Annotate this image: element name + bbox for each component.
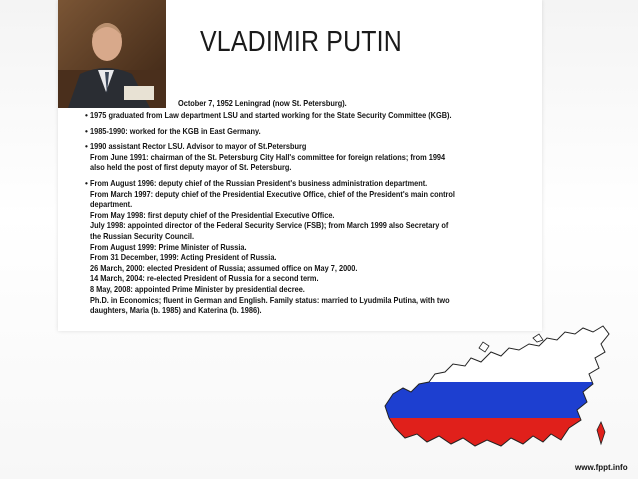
bullet-marker: • (85, 111, 88, 120)
bullet-text-line: also held the post of first deputy mayor of St. Petersburg. (90, 163, 292, 173)
bullet-marker: • (85, 142, 88, 152)
slide-card (58, 0, 542, 331)
portrait-photo (58, 0, 166, 108)
bullet-item (58, 127, 542, 138)
slide-title: VLADIMIR PUTIN (200, 26, 402, 58)
bullet-text-line: 14 March, 2004: re-elected President of Russia for a second term. (90, 274, 319, 284)
bullet-text-line: From 31 December, 1999: Acting President of Russia. (90, 253, 277, 263)
watermark: www.fppt.info (575, 463, 628, 472)
bullet-text-line: daughters, Maria (b. 1985) and Katerina (b. 1986). (90, 306, 262, 316)
flag-red-band (383, 418, 613, 464)
bullet-item (58, 142, 542, 174)
bullet-text-line: From August 1996: deputy chief of the Russian President's business administration department. (90, 178, 428, 188)
bullet-text-line: 1975 graduated from Law department LSU and started working for the State Security Committee (KGB). (90, 111, 452, 120)
bullet-text-line: From March 1997: deputy chief of the Presidential Executive Office, chief of the President's main control (90, 189, 455, 199)
bullet-marker: • (85, 178, 88, 188)
birth-line: October 7, 1952 Leningrad (now St. Petersburg). (178, 99, 347, 108)
bullet-text-line: the Russian Security Council. (90, 231, 195, 241)
bullet-text-line: 1985-1990: worked for the KGB in East Germany. (90, 126, 261, 136)
island-sakhalin (597, 422, 605, 444)
bullet-text-line: From June 1991: chairman of the St. Petersburg City Hall's committee for foreign relations; from 1994 (90, 152, 446, 162)
island-novaya-zemlya (479, 342, 489, 352)
bullet-text-line: 8 May, 2008: appointed Prime Minister by presidential decree. (90, 284, 305, 294)
biography-list (58, 111, 542, 322)
bullet-text-line: 26 March, 2000: elected President of Russia; assumed office on May 7, 2000. (90, 263, 358, 273)
island-arctic (533, 334, 543, 342)
bullet-text-line: July 1998: appointed director of the Federal Security Service (FSB); from March 1999 also Secretary of (90, 221, 449, 231)
bullet-text-line: 1990 assistant Rector LSU. Advisor to mayor of St.Petersburg (90, 142, 307, 152)
bullet-text-line: Ph.D. in Economics; fluent in German and English. Family status: married to Lyudmila Putina, with two (90, 295, 450, 305)
portrait-illustration (58, 0, 166, 108)
bullet-text-line: From May 1998: first deputy chief of the Presidential Executive Office. (90, 210, 335, 220)
bullet-text-line: From August 1999: Prime Minister of Russia. (90, 242, 247, 252)
bullet-item (58, 179, 542, 317)
bullet-text-line: department. (90, 200, 133, 210)
russia-flag-map (383, 322, 613, 464)
bullet-item (58, 111, 542, 122)
bullet-marker: • (85, 126, 88, 136)
